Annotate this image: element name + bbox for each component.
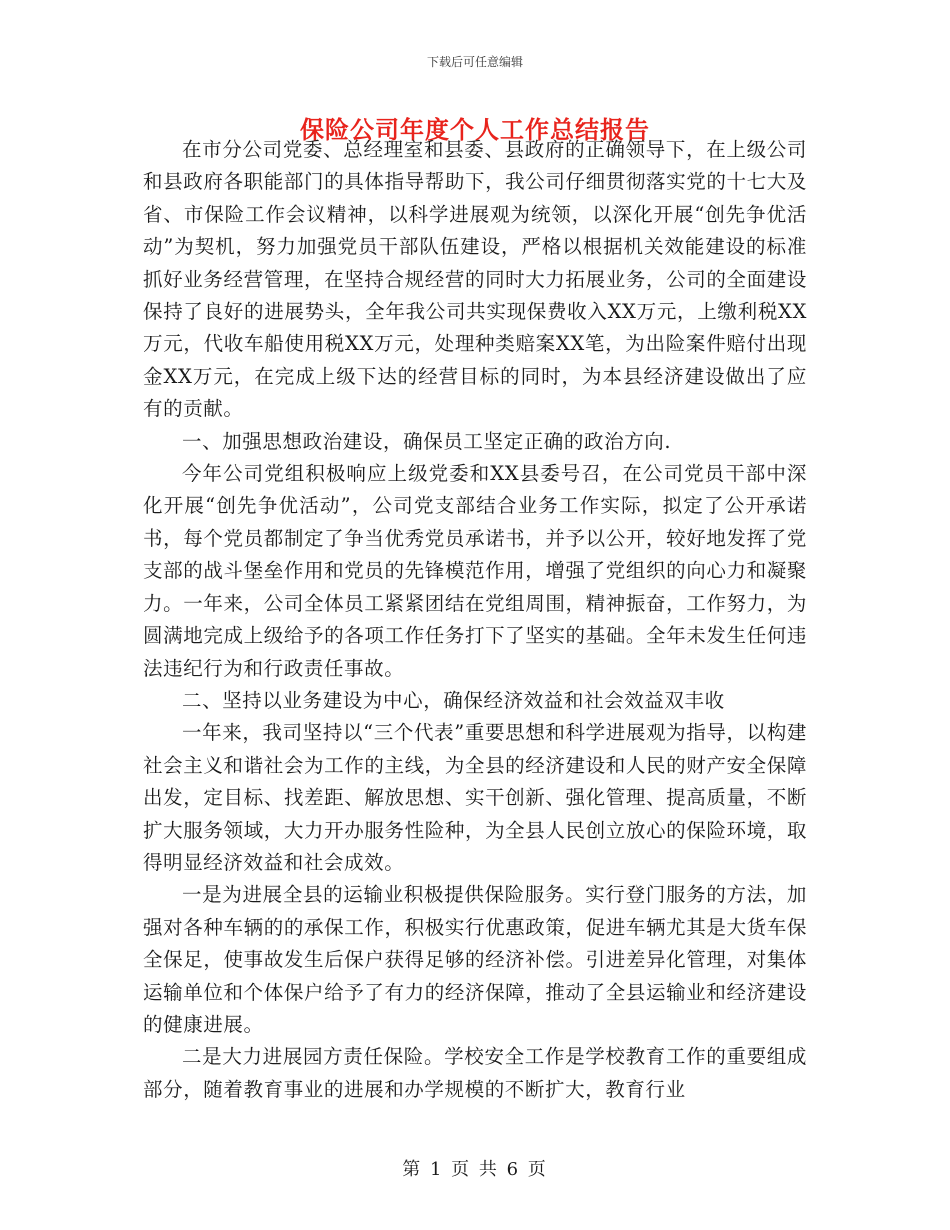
document-title: 保险公司年度个人工作总结报告 xyxy=(300,115,650,144)
paragraph-intro: 在市分公司党委、总经理室和县委、县政府的正确领导下，在上级公司和县政府各职能部门的具体指导帮助下，我公司仔细贯彻落实党的十七大及省、市保险工作会议精神，以科学进展观为统领，以深化开展“创先争优活动”为契机，努力加强党员干部队伍建设，严格以根据机关效能建设的标准抓好业务经营管理，在坚持合规经营的同时大力拓展业务，公司的全面建设保持了良好的进展势头，全年我公司共实现保费收入XX万元，上缴利税XX万元，代收车船使用税XX万元，处理种类赔案XX笔，为出险案件赔付出现金XX万元，在完成上级下达的经营目标的同时，为本县经济建设做出了应有的贡献。 xyxy=(143,138,807,421)
paragraph-campus-liability: 二是大力进展园方责任保险。学校安全工作是学校教育工作的重要组成部分，随着教育事业的进展和办学规模的不断扩大，教育行业 xyxy=(143,1045,807,1101)
paragraph-party-building: 今年公司党组积极响应上级党委和XX县委号召，在公司党员干部中深化开展“创先争优活动”，公司党支部结合业务工作实际，拟定了公开承诺书，每个党员都制定了争当优秀党员承诺书，并予以公开，较好地发挥了党支部的战斗堡垒作用和党员的先锋模范作用，增强了党组织的向心力和凝聚力。一年来，公司全体员工紧紧团结在党组周围，精神振奋，工作努力，为圆满地完成上级给予的各项工作任务打下了坚实的基础。全年未发生任何违法违纪行为和行政责任事故。 xyxy=(143,462,807,680)
section-heading-1: 一、加强思想政治建设，确保员工坚定正确的政治方向. xyxy=(182,429,672,453)
header-note: 下载后可任意编辑 xyxy=(426,55,523,69)
section-heading-2: 二、坚持以业务建设为中心，确保经济效益和社会效益双丰收 xyxy=(182,688,725,712)
paragraph-transport-insurance: 一是为进展全县的运输业积极提供保险服务。实行登门服务的方法，加强对各种车辆的的承保工作，积极实行优惠政策，促进车辆尤其是大货车保全保足，使事故发生后保户获得足够的经济补偿。引进差异化管理，对集体运输单位和个体保户给予了有力的经济保障，推动了全县运输业和经济建设的健康进展。 xyxy=(143,883,807,1036)
paragraph-business-overview: 一年来，我司坚持以“三个代表”重要思想和科学进展观为指导，以构建社会主义和谐社会为工作的主线，为全县的经济建设和人民的财产安全保障出发，定目标、找差距、解放思想、实干创新、强化管理、提高质量，不断扩大服务领域，大力开办服务性险种，为全县人民创立放心的保险环境，取得明显经济效益和社会成效。 xyxy=(143,721,807,874)
document-body xyxy=(143,134,807,1106)
page-number: 第 1 页 共 6 页 xyxy=(402,1159,548,1180)
